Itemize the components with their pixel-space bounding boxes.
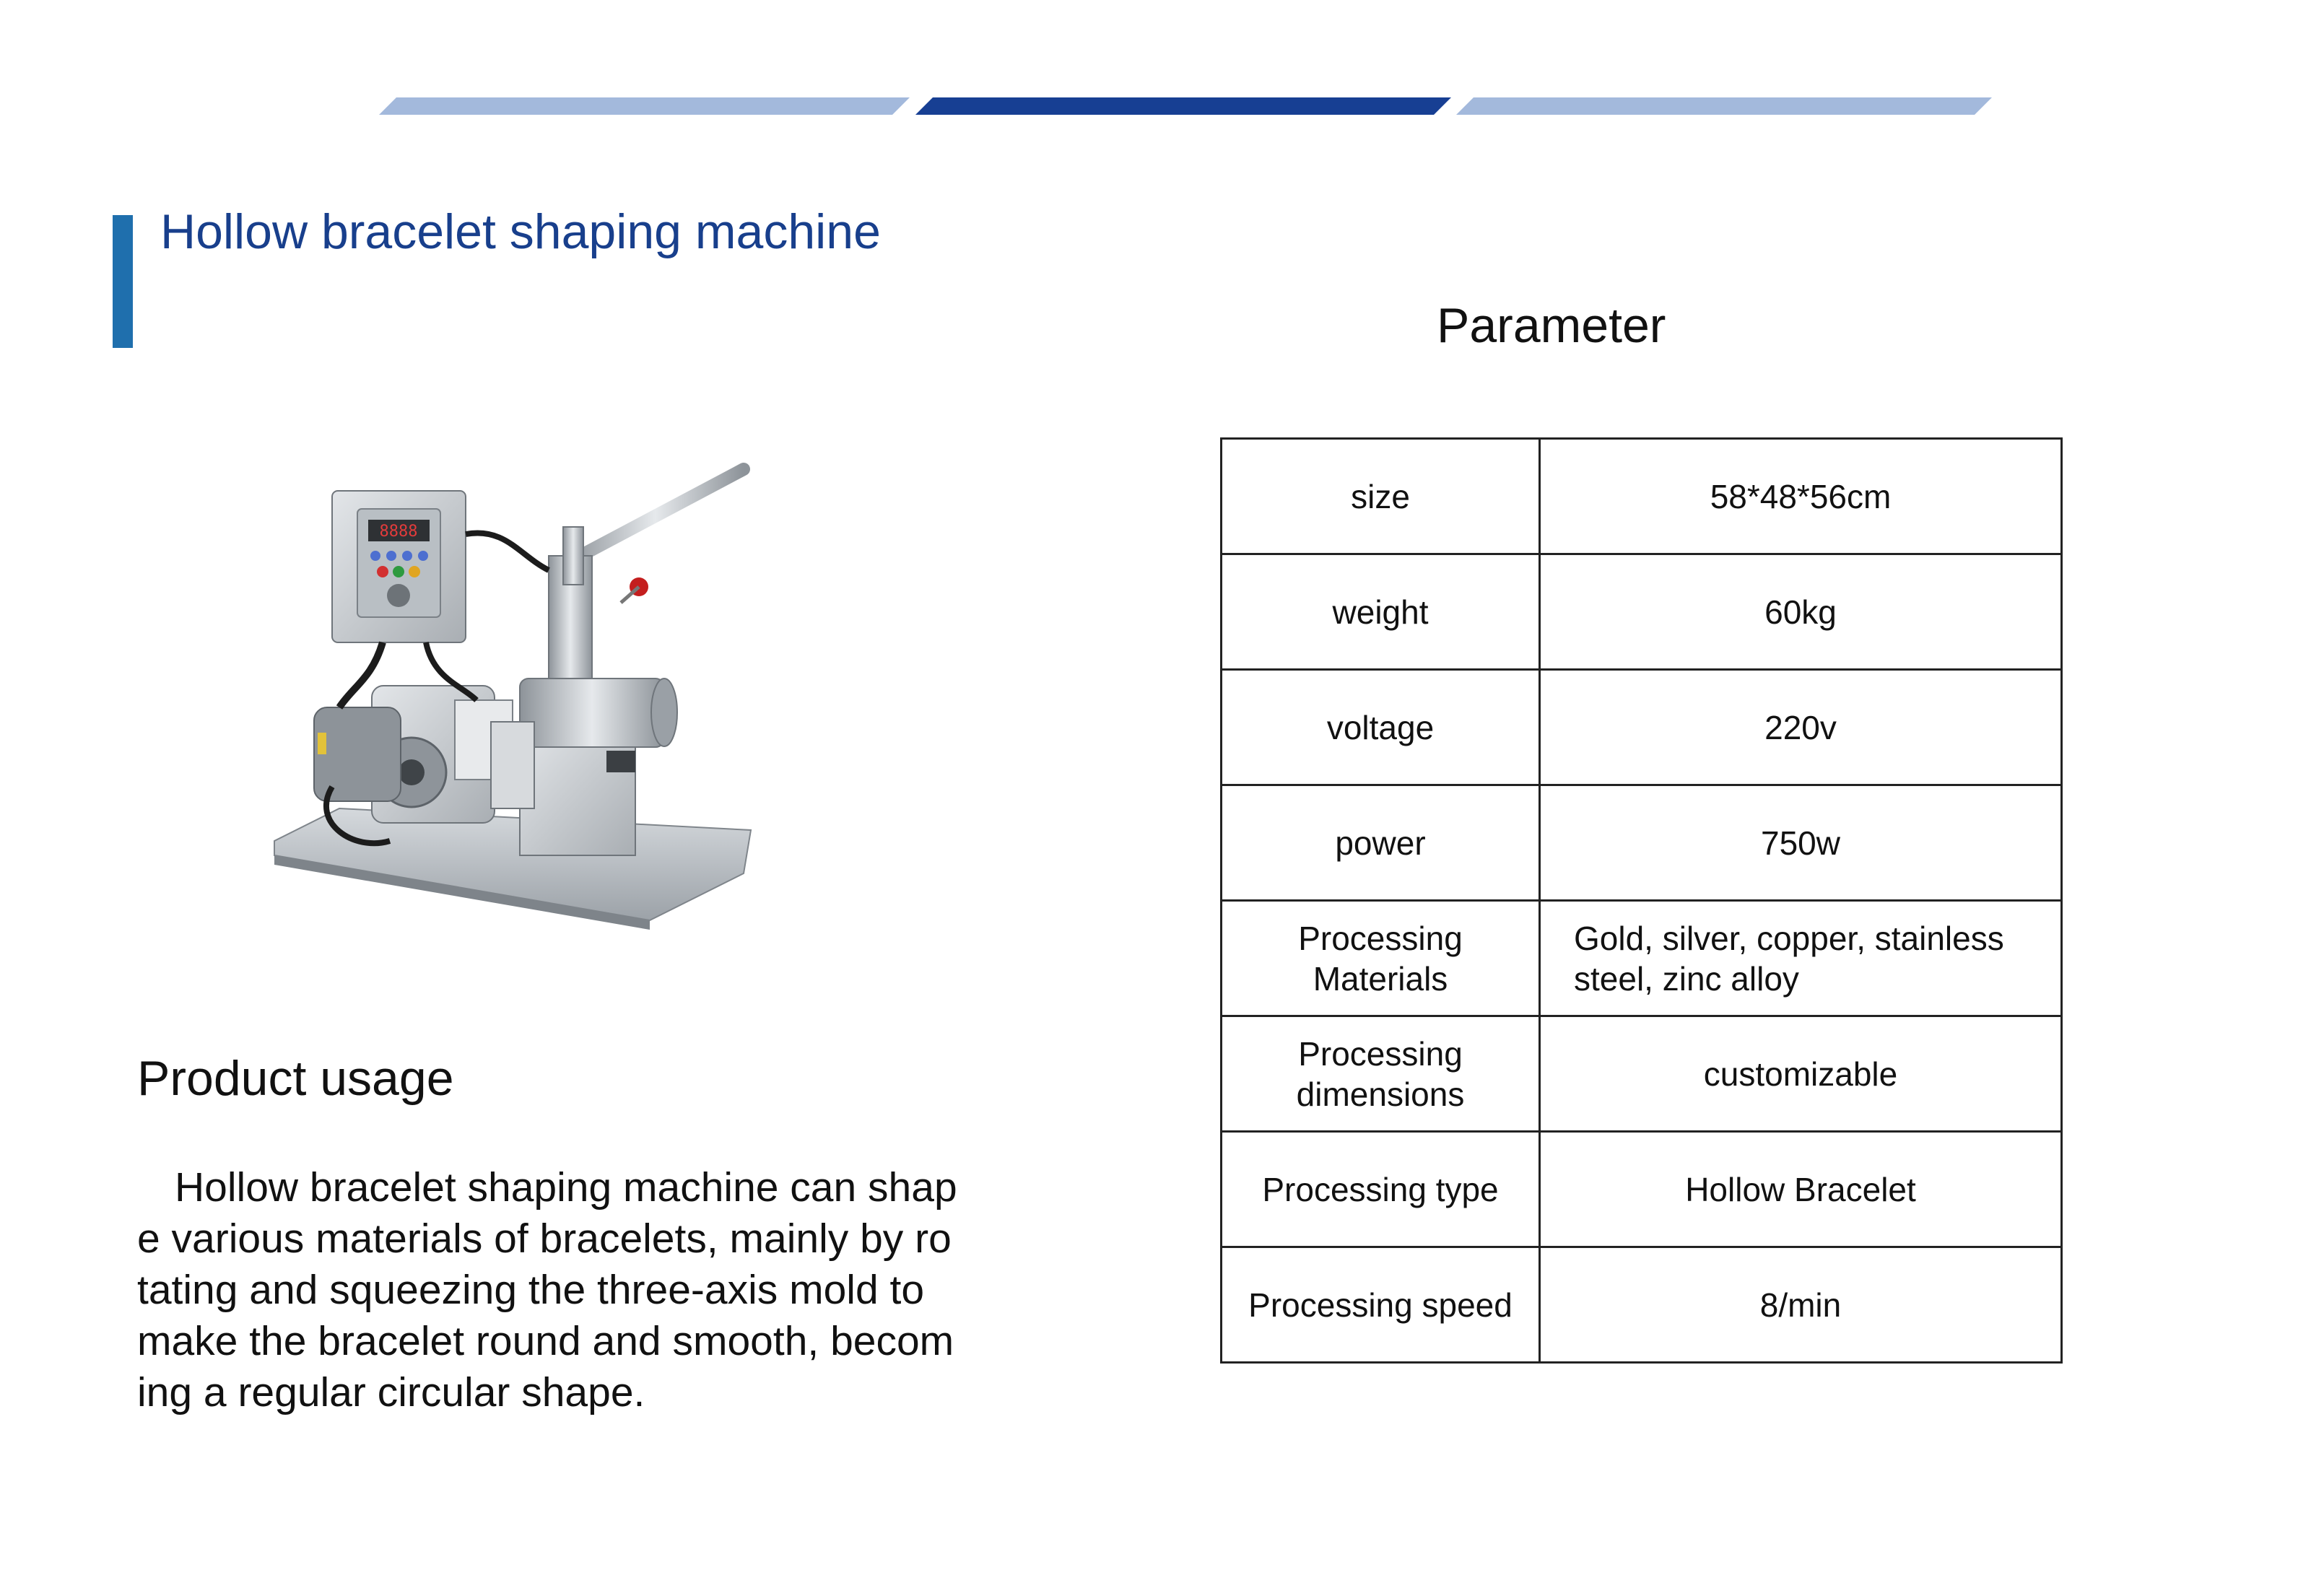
param-value: 60kg <box>1540 554 2062 670</box>
table-row <box>1222 1132 2062 1247</box>
table-row <box>1222 439 2062 554</box>
parameter-table <box>1220 437 2063 1364</box>
param-label: Processing speed <box>1222 1247 1540 1363</box>
table-row <box>1222 554 2062 670</box>
param-label: weight <box>1222 554 1540 670</box>
param-label: Processing Materials <box>1222 901 1540 1016</box>
param-value: 58*48*56cm <box>1540 439 2062 554</box>
param-value: Hollow Bracelet <box>1540 1132 2062 1247</box>
display-readout: 8888 <box>379 523 418 541</box>
title-accent-bar <box>113 215 133 348</box>
param-label: size <box>1222 439 1540 554</box>
table-row <box>1222 901 2062 1016</box>
table-row <box>1222 785 2062 901</box>
stripe-right <box>1456 97 1992 115</box>
stripe-middle <box>915 97 1451 115</box>
table-row <box>1222 1016 2062 1132</box>
param-label: voltage <box>1222 670 1540 785</box>
param-value: 220v <box>1540 670 2062 785</box>
parameter-heading: Parameter <box>1437 298 1666 353</box>
param-value: customizable <box>1540 1016 2062 1132</box>
param-value: 750w <box>1540 785 2062 901</box>
usage-description: Hollow bracelet shaping machine can shape various materials of bracelets, mainly by rotating and squeezing the three-axis mold to make the bracelet round and smooth, becoming a regular circular shape. <box>137 1164 957 1415</box>
page-title: Hollow bracelet shaping machine <box>160 204 881 259</box>
stripe-left <box>379 97 910 115</box>
param-label: Processing dimensions <box>1222 1016 1540 1132</box>
usage-heading: Product usage <box>137 1051 454 1106</box>
param-value: Gold, silver, copper, stainless steel, zinc alloy <box>1540 901 2062 1016</box>
param-label: Processing type <box>1222 1132 1540 1247</box>
table-row <box>1222 1247 2062 1363</box>
header-decoration <box>0 0 2324 144</box>
machine-photo <box>245 448 809 953</box>
param-label: power <box>1222 785 1540 901</box>
param-value: 8/min <box>1540 1247 2062 1363</box>
table-row <box>1222 670 2062 785</box>
